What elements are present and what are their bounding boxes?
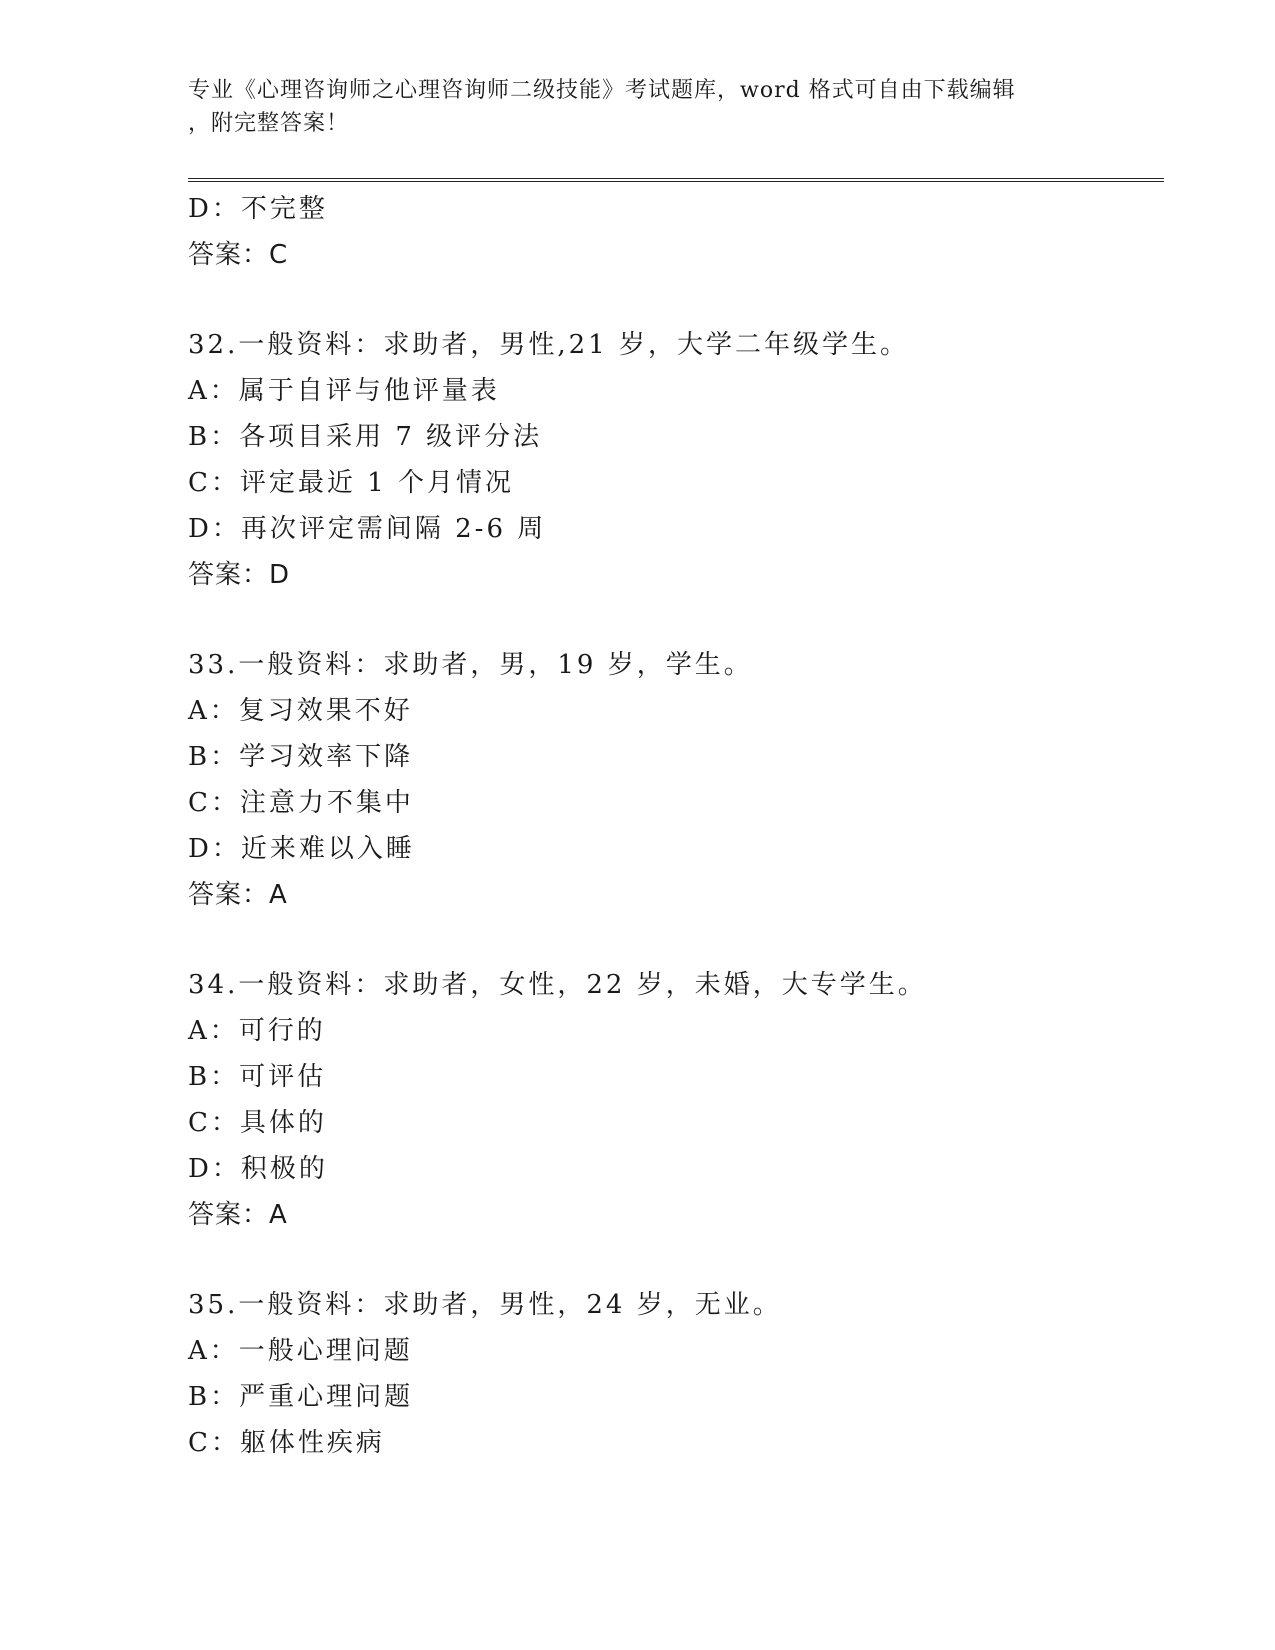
question-35 bbox=[188, 1282, 1168, 1466]
answer-line: 答案：D bbox=[188, 560, 291, 590]
option-c: C：评定最近 1 个月情况 bbox=[188, 468, 514, 498]
question-33 bbox=[188, 642, 1168, 918]
option-b: B：各项目采用 7 级评分法 bbox=[188, 422, 543, 452]
document-header bbox=[188, 74, 1088, 140]
answer-line: 答案：A bbox=[188, 880, 288, 910]
answer-line: 答案：A bbox=[188, 1200, 288, 1230]
option-d: D：不完整 bbox=[188, 194, 328, 224]
question-34 bbox=[188, 962, 1168, 1238]
option-c: C：注意力不集中 bbox=[188, 788, 414, 818]
option-a: A：可行的 bbox=[188, 1016, 326, 1046]
option-a: A：属于自评与他评量表 bbox=[188, 376, 500, 406]
option-a: A：复习效果不好 bbox=[188, 696, 413, 726]
option-b: B：学习效率下降 bbox=[188, 742, 414, 772]
header-divider bbox=[188, 178, 1164, 182]
option-d: D：近来难以入睡 bbox=[188, 834, 415, 864]
option-b: B：严重心理问题 bbox=[188, 1382, 414, 1412]
question-stem: 34.一般资料：求助者，女性，22 岁，未婚，大专学生。 bbox=[188, 970, 927, 1000]
question-32 bbox=[188, 322, 1168, 598]
answer-line: 答案：C bbox=[188, 240, 289, 270]
option-c: C：具体的 bbox=[188, 1108, 327, 1138]
option-d: D：积极的 bbox=[188, 1154, 328, 1184]
question-stem: 35.一般资料：求助者，男性，24 岁，无业。 bbox=[188, 1290, 782, 1320]
question-list bbox=[188, 186, 1168, 1466]
question-stem: 32.一般资料：求助者，男性,21 岁，大学二年级学生。 bbox=[188, 330, 909, 360]
option-d: D：再次评定需间隔 2-6 周 bbox=[188, 514, 547, 544]
option-c: C：躯体性疾病 bbox=[188, 1428, 385, 1458]
question-stem: 33.一般资料：求助者，男，19 岁，学生。 bbox=[188, 650, 753, 680]
option-a: A：一般心理问题 bbox=[188, 1336, 413, 1366]
header-title-line1: 专业《心理咨询师之心理咨询师二级技能》考试题库，word 格式可自由下载编辑 bbox=[188, 78, 1016, 103]
header-title-line2: ，附完整答案！ bbox=[188, 111, 350, 136]
option-b: B：可评估 bbox=[188, 1062, 327, 1092]
